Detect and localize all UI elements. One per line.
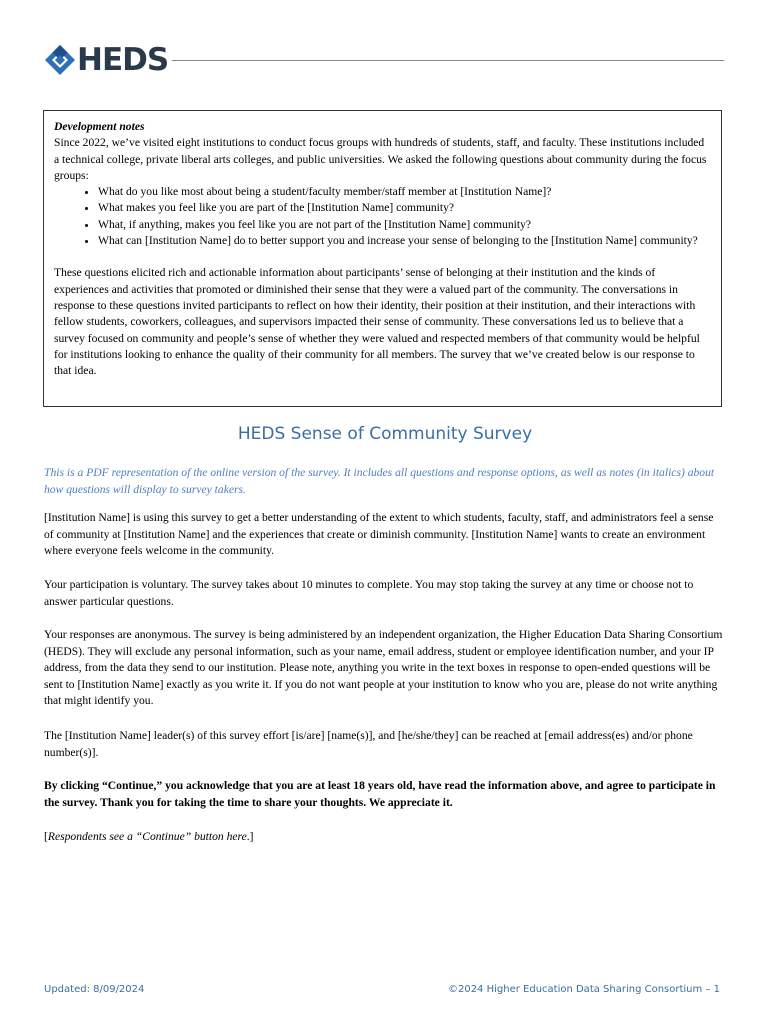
logo-text: HEDS (77, 42, 169, 78)
page-header (44, 44, 724, 80)
anonymity-paragraph: Your responses are anonymous. The survey is being administered by an independent organization, the Higher Education Data Sharing Consortium (HEDS). They will exclude any personal information, such as your name, email address, student or employee identification number, and your IP address, from the data they send to our institution. Please note, anything you write in the text boxes in response to open-ended questions will be sent to [Institution Name] exactly as you write it. If you do not want people at your institution to know who you are, please do not write anything that might identify you. (44, 628, 723, 707)
heds-diamond-icon (44, 44, 76, 76)
notes-intro: Since 2022, we’ve visited eight institutions to conduct focus groups with hundreds of students, staff, and faculty. These institutions included a technical college, private liberal arts colleges, and public universities. We asked the following questions about community during the focus groups: (54, 136, 707, 182)
list-item: • What, if anything, makes you feel like you are not part of the [Institution Name] community? (98, 217, 711, 233)
continue-button-note (44, 829, 724, 846)
notes-question-list (54, 184, 711, 249)
consent-paragraph: By clicking “Continue,” you acknowledge that you are at least 18 years old, have read the information above, and agree to participate in the survey. Thank you for taking the time to share your thoughts. We appreciate it. (44, 779, 716, 809)
footer-copyright: ©2024 Higher Education Data Sharing Consortium – 1 (447, 984, 720, 995)
continue-note-text: Respondents see a “Continue” button here (47, 830, 247, 843)
survey-title: HEDS Sense of Community Survey (237, 424, 533, 444)
list-item: • What can [Institution Name] do to better support you and increase your sense of belonging to the [Institution Name] community? (98, 233, 711, 249)
list-item: • What do you like most about being a student/faculty member/staff member at [Institution Name]? (98, 184, 711, 200)
contact-paragraph: The [Institution Name] leader(s) of this survey effort [is/are] [name(s)], and [he/she/they] can be reached at [email address(es) and/or phone number(s)]. (44, 729, 693, 759)
intro-paragraph: [Institution Name] is using this survey to get a better understanding of the extent to which students, faculty, staff, and administrators feel a sense of community at [Institution Name] and the experiences that create or diminish community. [Institution Name] wants to create an environment where everyone feels welcome in the community. (44, 511, 714, 557)
notes-title: Development notes (54, 120, 145, 133)
bracket-close: .] (246, 830, 254, 843)
notes-closing: These questions elicited rich and actionable information about participants’ sense of belonging at their institution and the kinds of experiences and activities that promoted or diminished their sense that they were a valued part of the community. The conversations in response to these questions invited participants to reflect on how their identity, their position at their institution, and their interactions with fellow students, coworkers, colleagues, and supervisors impacted their sense of community. These conversations led us to believe that a survey focused on community and people’s sense of whether they were valued and respected members of that community would be helpful for institutions looking to enhance the quality of their community for all members. The survey that we’ve created below is our response to that idea. (54, 266, 700, 378)
heds-logo (44, 44, 168, 76)
bracket-open: [ (44, 830, 48, 843)
footer-updated: Updated: 8/09/2024 (44, 984, 145, 995)
development-notes-box (43, 110, 722, 407)
survey-intro-note: This is a PDF representation of the online version of the survey. It includes all questions and response options, as well as notes (in italics) about how questions will display to survey takers. (44, 466, 715, 496)
list-item: • What makes you feel like you are part of the [Institution Name] community? (98, 200, 711, 216)
participation-paragraph: Your participation is voluntary. The survey takes about 10 minutes to complete. You may stop taking the survey at any time or choose not to answer particular questions. (44, 578, 694, 608)
header-divider (172, 60, 724, 61)
